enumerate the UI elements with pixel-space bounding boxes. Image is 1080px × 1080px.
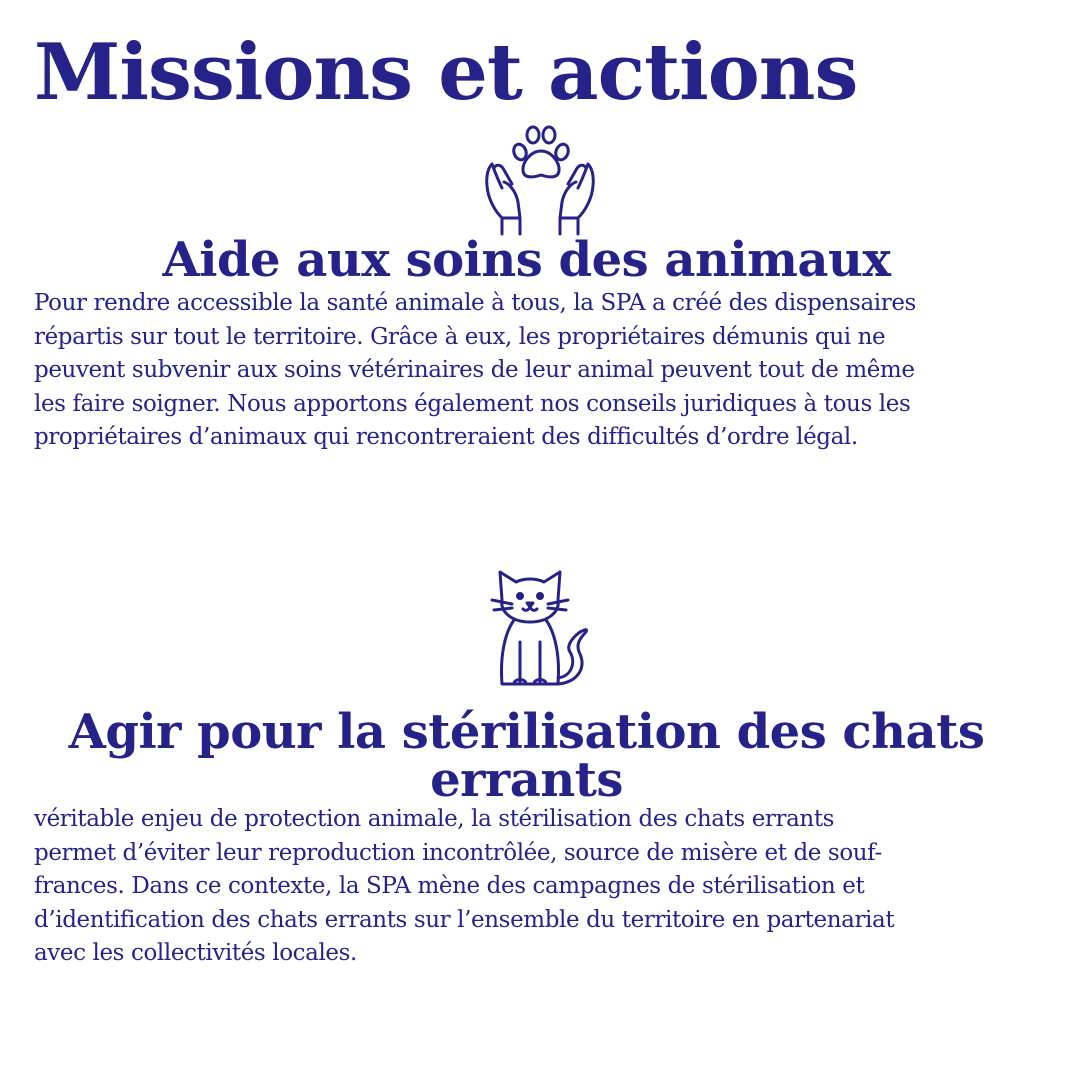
paw-in-hands-icon: [482, 122, 598, 240]
section-text: véritable enjeu de protection animale, la stérilisation des chats errants permet d’éviter leur reproduction incontrôlée, source de misère et de souf- frances. Dans ce contexte, la SPA mène des campagnes de stérilisation et d’identification des chats errants sur l’ensemble du territoire en partenariat avec les collectivités locales.: [34, 806, 895, 966]
page-title: Missions et actions: [34, 27, 858, 118]
cat-icon: [488, 566, 592, 690]
section-title: Agir pour la stérilisation des chats errants: [68, 704, 985, 808]
section-text: Pour rendre accessible la santé animale à tous, la SPA a créé des dispensaires répartis sur tout le territoire. Grâce à eux, les propriétaires démunis qui ne peuvent subvenir aux soins vétérinaires de leur animal peuvent tout de même les faire soigner. Nous apportons également nos conseils juridiques à tous les propriétaires d’animaux qui rencontreraient des difficultés d’ordre légal.: [34, 290, 916, 450]
section-title: Aide aux soins des animaux: [162, 232, 891, 288]
